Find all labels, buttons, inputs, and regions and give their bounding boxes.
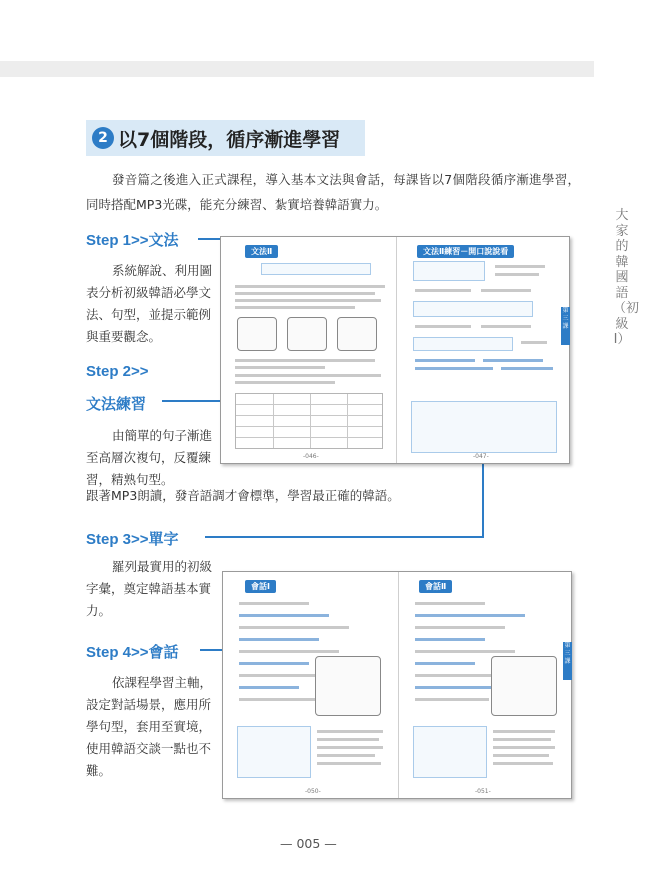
step-3-heading [86,528,179,549]
intro-paragraph: 發音篇之後進入正式課程，導入基本文法與會話，每課皆以7個階段循序漸進學習，同時搭配MP3光碟，能充分練習、紮實培養韓語實力。 [86,172,580,212]
step-3-title: 單字 [148,530,179,548]
step-2-label: Step 2>> [86,363,149,380]
sample-conversation-1-label: 會話Ⅰ [245,580,276,593]
step-3-connector-h [205,536,483,538]
side-book-title: 大家的韓國語（初級Ⅰ） [613,208,640,347]
side-column [594,0,650,889]
sample-conversation-2-page-number: -051- [475,788,491,795]
step-1-title: 文法 [148,231,179,249]
step-1-label: Step 1>> [86,232,149,249]
step-4-heading [86,641,179,662]
sample-conversation-2-label: 會話Ⅱ [419,580,452,593]
section-title: 以7個階段，循序漸進學習 [118,129,341,151]
step-3-connector-v [482,460,484,538]
sample-practice-label: 文法Ⅱ練習－開口說說看 [417,245,514,258]
section-number-badge: 2 [92,127,114,149]
step-2-title: 文法練習 [86,395,147,413]
step-1-description: 系統解說、利用圖表分析初級韓語必學文法、句型，並提示範例與重要觀念。 [86,263,213,344]
step-1-heading [86,229,179,250]
step-4-label: Step 4>> [86,644,149,661]
sample-chapter-tab: 第三課 [561,307,570,345]
top-gray-band [0,61,594,77]
sample-grammar-label: 文法Ⅱ [245,245,278,258]
sample-conversation-1-page-number: -050- [305,788,321,795]
step-3-description: 羅列最實用的初級字彙，奠定韓語基本實力。 [86,559,213,618]
step-2-description: 由簡單的句子漸進至高層次複句，反覆練習，精熟句型。 [86,428,213,487]
step-2-description-mp3: 跟著MP3朗讀，發音語調才會標準，學習最正確的韓語。 [86,488,400,503]
page-number: — 005 — [280,836,337,851]
step-4-title: 會話 [148,643,179,661]
sample-spread-grammar [220,236,570,464]
sample2-chapter-tab: 第三課 [563,642,572,680]
step-3-label: Step 3>> [86,531,149,548]
step-4-connector [200,649,224,651]
sample-spread-conversation [222,571,572,799]
sample-practice-page-number: -047- [473,453,489,460]
sample-grammar-page-number: -046- [303,453,319,460]
step-4-description: 依課程學習主軸，設定對話場景，應用所學句型，套用至實境，使用韓語交談一點也不難。 [86,675,213,778]
